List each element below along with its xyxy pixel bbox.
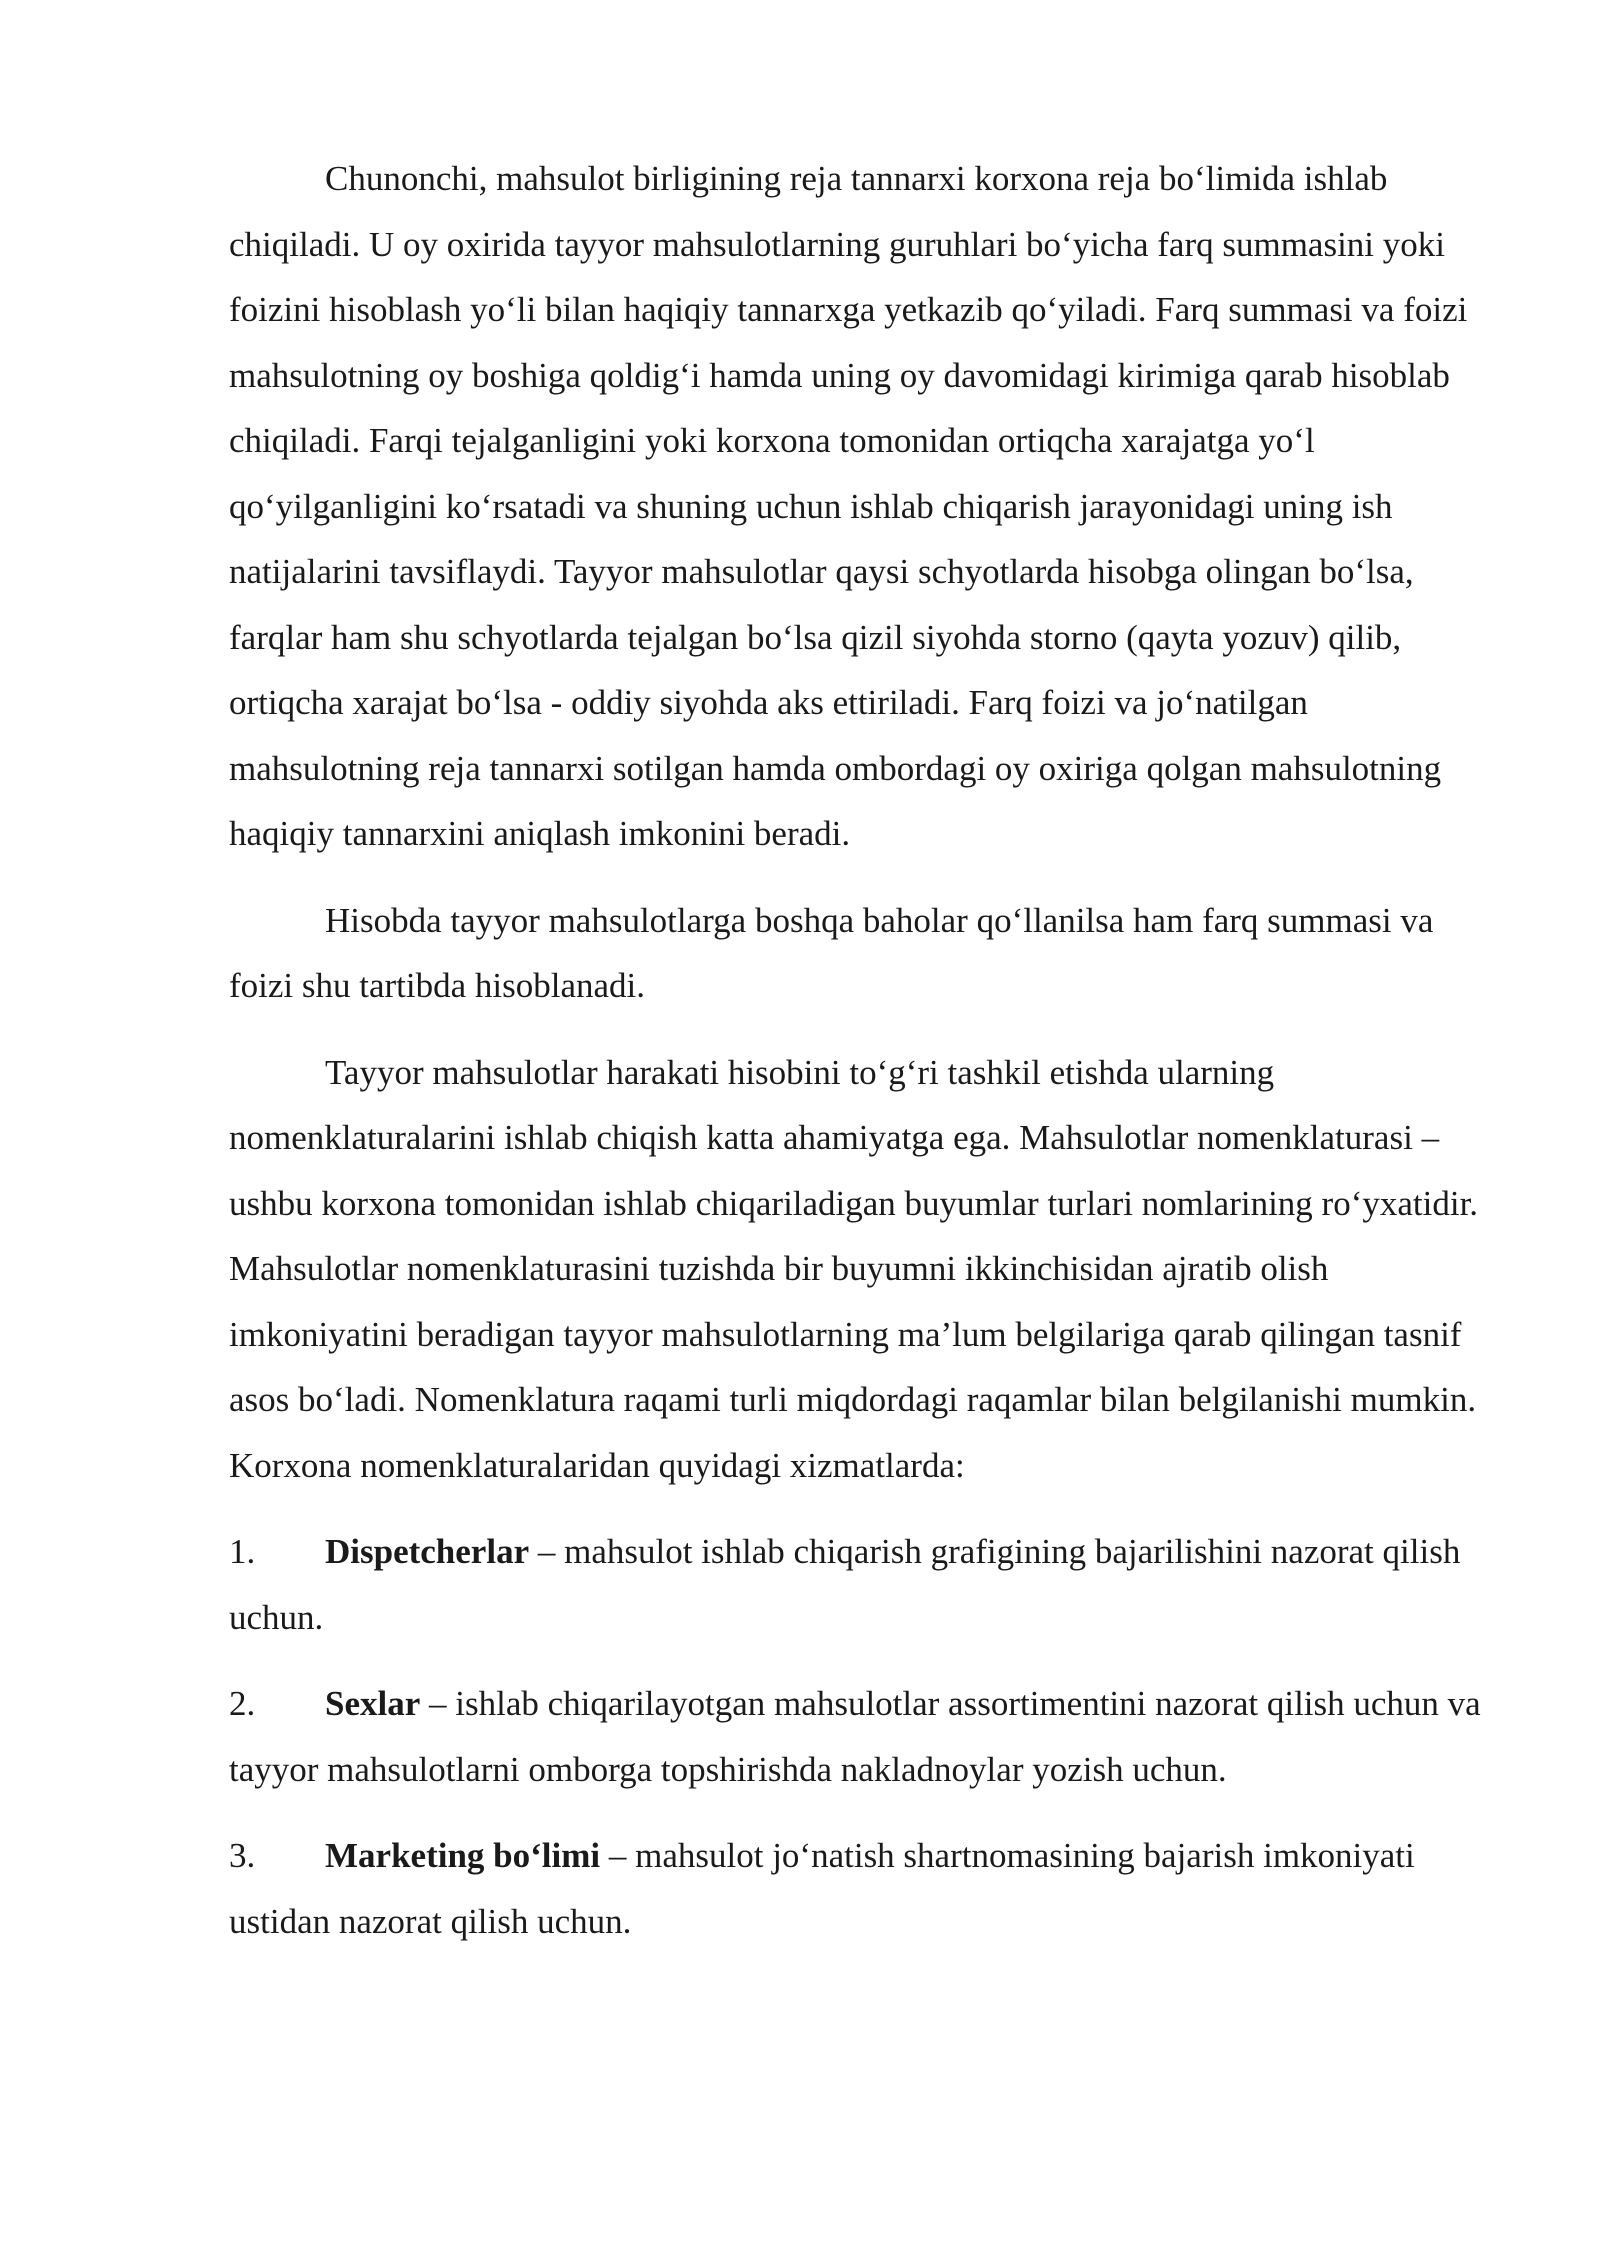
list-item-marketing bbox=[229, 1823, 1495, 1954]
list-text: – ishlab chiqarilayotgan mahsulotlar assortimentini nazorat qilish uchun va tayyor mahsulotlarni omborga topshirishda nakladnoylar yozish uchun. bbox=[229, 1684, 1481, 1789]
list-term: Sexlar bbox=[325, 1684, 421, 1723]
list-text: – mahsulot jo‘natish shartnomasining bajarish imkoniyati ustidan nazorat qilish uchun. bbox=[229, 1836, 1415, 1941]
list-item-workshops bbox=[229, 1671, 1495, 1802]
list-number: 1. bbox=[229, 1532, 256, 1571]
list-number: 3. bbox=[229, 1836, 256, 1875]
list-term: Marketing bo‘limi bbox=[325, 1836, 601, 1875]
paragraph-nomenclature: Tayyor mahsulotlar harakati hisobini to‘g‘ri tashkil etishda ularning nomenklaturalarini ishlab chiqish katta ahamiyatga ega. Mahsulotlar nomenklaturasi – ushbu korxona tomonidan ishlab chiqariladigan buyumlar turlari nomlarining ro‘yxatidir. Mahsulotlar nomenklaturasini tuzishda bir buyumni ikkinchisidan ajratib olish imkoniyatini beradigan tayyor mahsulotlarning ma’lum belgilariga qarab qilingan tasnif asos bo‘ladi. Nomenklatura raqami turli miqdordagi raqamlar bilan belgilanishi mumkin. Korxona nomenklaturalaridan quyidagi xizmatlarda: bbox=[229, 1052, 1479, 1485]
document-page bbox=[229, 146, 1495, 1975]
paragraph-plan-cost: Chunonchi, mahsulot birligining reja tannarxi korxona reja bo‘limida ishlab chiqiladi. U oy oxirida tayyor mahsulotlarning guruhlari bo‘yicha farq summasini yoki foizini hisoblash yo‘li bilan haqiqiy tannarxga yetkazib qo‘yiladi. Farq summasi va foizi mahsulotning oy boshiga qoldig‘i hamda uning oy davomidagi kirimiga qarab hisoblab chiqiladi. Farqi tejalganligini yoki korxona tomonidan ortiqcha xarajatga yo‘l qo‘yilganligini ko‘rsatadi va shuning uchun ishlab chiqarish jarayonidagi uning ish natijalarini tavsiflaydi. Tayyor mahsulotlar qaysi schyotlarda hisobga olingan bo‘lsa, farqlar ham shu schyotlarda tejalgan bo‘lsa qizil siyohda storno (qayta yozuv) qilib, ortiqcha xarajat bo‘lsa - oddiy siyohda aks ettiriladi. Farq foizi va jo‘natilgan mahsulotning reja tannarxi sotilgan hamda ombordagi oy oxiriga qolgan mahsulotning haqiqiy tannarxini aniqlash imkonini beradi. bbox=[229, 159, 1468, 853]
list-item-dispatchers bbox=[229, 1519, 1495, 1650]
paragraph-other-prices: Hisobda tayyor mahsulotlarga boshqa baholar qo‘llanilsa ham farq summasi va foizi shu tartibda hisoblanadi. bbox=[229, 900, 1434, 1005]
list-number: 2. bbox=[229, 1684, 256, 1723]
list-text: – mahsulot ishlab chiqarish grafigining bajarilishini nazorat qilish uchun. bbox=[229, 1532, 1461, 1637]
list-term: Dispetcherlar bbox=[325, 1532, 530, 1571]
